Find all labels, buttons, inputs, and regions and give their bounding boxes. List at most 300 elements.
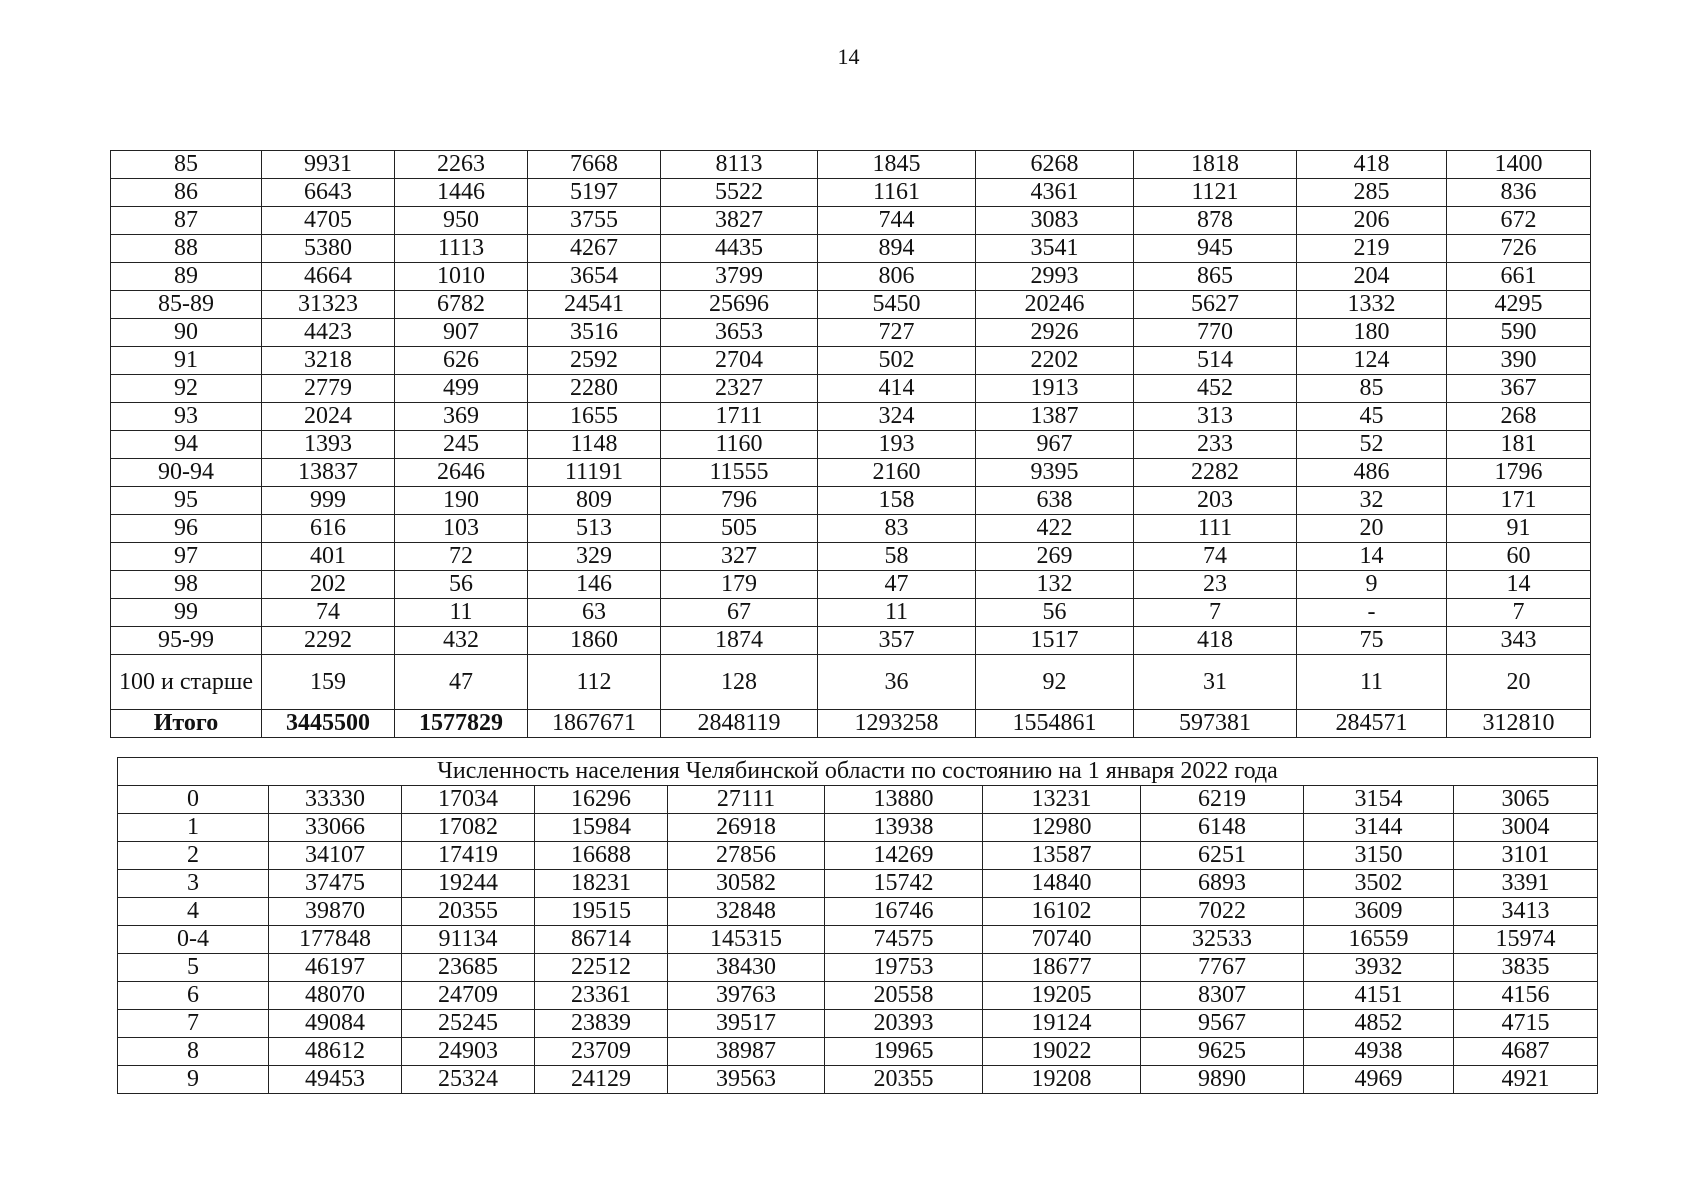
value-cell: 285	[1297, 179, 1447, 207]
value-cell: 39870	[269, 898, 402, 926]
value-cell: 1867671	[528, 710, 661, 738]
value-cell: 92	[976, 655, 1134, 710]
value-cell: 4705	[262, 207, 395, 235]
value-cell: 9395	[976, 459, 1134, 487]
value-cell: 1554861	[976, 710, 1134, 738]
value-cell: 16296	[535, 786, 668, 814]
value-cell: 2848119	[661, 710, 818, 738]
value-cell: 452	[1134, 375, 1297, 403]
value-cell: 112	[528, 655, 661, 710]
value-cell: 9890	[1141, 1066, 1304, 1094]
value-cell: 907	[395, 319, 528, 347]
value-cell: 367	[1447, 375, 1591, 403]
value-cell: 245	[395, 431, 528, 459]
value-cell: 52	[1297, 431, 1447, 459]
value-cell: 20558	[825, 982, 983, 1010]
value-cell: 67	[661, 599, 818, 627]
value-cell: 14	[1447, 571, 1591, 599]
value-cell: 20393	[825, 1010, 983, 1038]
value-cell: 770	[1134, 319, 1297, 347]
value-cell: 3654	[528, 263, 661, 291]
population-table-continued	[110, 150, 1591, 738]
value-cell: 179	[661, 571, 818, 599]
value-cell: 268	[1447, 403, 1591, 431]
value-cell: 39763	[668, 982, 825, 1010]
value-cell: 1845	[818, 151, 976, 179]
value-cell: 590	[1447, 319, 1591, 347]
value-cell: 47	[395, 655, 528, 710]
value-cell: 945	[1134, 235, 1297, 263]
value-cell: 1517	[976, 627, 1134, 655]
value-cell: 233	[1134, 431, 1297, 459]
value-cell: 4687	[1454, 1038, 1598, 1066]
value-cell: 4921	[1454, 1066, 1598, 1094]
age-cell: 99	[111, 599, 262, 627]
value-cell: 4664	[262, 263, 395, 291]
value-cell: 3144	[1304, 814, 1454, 842]
table-row	[118, 1010, 1598, 1038]
value-cell: 14269	[825, 842, 983, 870]
value-cell: 11555	[661, 459, 818, 487]
value-cell: 219	[1297, 235, 1447, 263]
value-cell: 23	[1134, 571, 1297, 599]
value-cell: 27111	[668, 786, 825, 814]
value-cell: 4156	[1454, 982, 1598, 1010]
value-cell: 3541	[976, 235, 1134, 263]
value-cell: 390	[1447, 347, 1591, 375]
value-cell: 36	[818, 655, 976, 710]
value-cell: 1874	[661, 627, 818, 655]
value-cell: 3835	[1454, 954, 1598, 982]
value-cell: 324	[818, 403, 976, 431]
value-cell: 38987	[668, 1038, 825, 1066]
value-cell: 3004	[1454, 814, 1598, 842]
value-cell: 2926	[976, 319, 1134, 347]
table-row	[111, 515, 1591, 543]
value-cell: 70740	[983, 926, 1141, 954]
value-cell: 1860	[528, 627, 661, 655]
value-cell: 13587	[983, 842, 1141, 870]
value-cell: 313	[1134, 403, 1297, 431]
value-cell: 181	[1447, 431, 1591, 459]
value-cell: 128	[661, 655, 818, 710]
value-cell: 809	[528, 487, 661, 515]
value-cell: 48612	[269, 1038, 402, 1066]
value-cell: 11191	[528, 459, 661, 487]
value-cell: 505	[661, 515, 818, 543]
table-row	[118, 814, 1598, 842]
value-cell: 33066	[269, 814, 402, 842]
table-row	[111, 487, 1591, 515]
value-cell: 2592	[528, 347, 661, 375]
value-cell: 2779	[262, 375, 395, 403]
value-cell: 13938	[825, 814, 983, 842]
age-cell: 85-89	[111, 291, 262, 319]
value-cell: 616	[262, 515, 395, 543]
value-cell: 3755	[528, 207, 661, 235]
value-cell: 401	[262, 543, 395, 571]
value-cell: 1293258	[818, 710, 976, 738]
age-cell: 0-4	[118, 926, 269, 954]
value-cell: 3932	[1304, 954, 1454, 982]
value-cell: 74575	[825, 926, 983, 954]
value-cell: 5197	[528, 179, 661, 207]
value-cell: 1577829	[395, 710, 528, 738]
table-row	[111, 207, 1591, 235]
value-cell: 25696	[661, 291, 818, 319]
value-cell: 2704	[661, 347, 818, 375]
age-cell: 96	[111, 515, 262, 543]
value-cell: 20246	[976, 291, 1134, 319]
table-row	[111, 403, 1591, 431]
value-cell: 2292	[262, 627, 395, 655]
value-cell: 37475	[269, 870, 402, 898]
value-cell: 3391	[1454, 870, 1598, 898]
value-cell: 4423	[262, 319, 395, 347]
value-cell: -	[1297, 599, 1447, 627]
value-cell: 8113	[661, 151, 818, 179]
value-cell: 894	[818, 235, 976, 263]
value-cell: 357	[818, 627, 976, 655]
value-cell: 422	[976, 515, 1134, 543]
value-cell: 58	[818, 543, 976, 571]
section-title: Численность населения Челябинской области по состоянию на 1 января 2022 года	[118, 758, 1598, 786]
value-cell: 159	[262, 655, 395, 710]
value-cell: 146	[528, 571, 661, 599]
value-cell: 1121	[1134, 179, 1297, 207]
value-cell: 806	[818, 263, 976, 291]
value-cell: 4435	[661, 235, 818, 263]
age-cell: 7	[118, 1010, 269, 1038]
value-cell: 23685	[402, 954, 535, 982]
value-cell: 7668	[528, 151, 661, 179]
value-cell: 24903	[402, 1038, 535, 1066]
value-cell: 25324	[402, 1066, 535, 1094]
age-cell: 85	[111, 151, 262, 179]
value-cell: 7022	[1141, 898, 1304, 926]
value-cell: 2280	[528, 375, 661, 403]
value-cell: 72	[395, 543, 528, 571]
value-cell: 6148	[1141, 814, 1304, 842]
age-cell: 87	[111, 207, 262, 235]
age-cell: 94	[111, 431, 262, 459]
value-cell: 638	[976, 487, 1134, 515]
value-cell: 1400	[1447, 151, 1591, 179]
value-cell: 48070	[269, 982, 402, 1010]
value-cell: 49453	[269, 1066, 402, 1094]
value-cell: 56	[976, 599, 1134, 627]
value-cell: 14840	[983, 870, 1141, 898]
value-cell: 2263	[395, 151, 528, 179]
table-row	[111, 151, 1591, 179]
value-cell: 284571	[1297, 710, 1447, 738]
value-cell: 38430	[668, 954, 825, 982]
value-cell: 878	[1134, 207, 1297, 235]
value-cell: 1113	[395, 235, 528, 263]
value-cell: 2646	[395, 459, 528, 487]
value-cell: 1796	[1447, 459, 1591, 487]
section-header-row	[118, 758, 1598, 786]
table-row	[111, 459, 1591, 487]
value-cell: 13837	[262, 459, 395, 487]
value-cell: 4267	[528, 235, 661, 263]
value-cell: 63	[528, 599, 661, 627]
value-cell: 672	[1447, 207, 1591, 235]
value-cell: 3827	[661, 207, 818, 235]
value-cell: 2282	[1134, 459, 1297, 487]
value-cell: 18677	[983, 954, 1141, 982]
value-cell: 5380	[262, 235, 395, 263]
page-number: 14	[837, 44, 860, 69]
value-cell: 24709	[402, 982, 535, 1010]
value-cell: 24541	[528, 291, 661, 319]
value-cell: 502	[818, 347, 976, 375]
value-cell: 312810	[1447, 710, 1591, 738]
table-row	[118, 842, 1598, 870]
value-cell: 19022	[983, 1038, 1141, 1066]
value-cell: 190	[395, 487, 528, 515]
value-cell: 17034	[402, 786, 535, 814]
value-cell: 1655	[528, 403, 661, 431]
table-row	[111, 291, 1591, 319]
value-cell: 486	[1297, 459, 1447, 487]
value-cell: 9	[1297, 571, 1447, 599]
value-cell: 2024	[262, 403, 395, 431]
age-cell: Итого	[111, 710, 262, 738]
age-cell: 4	[118, 898, 269, 926]
value-cell: 32	[1297, 487, 1447, 515]
value-cell: 14	[1297, 543, 1447, 571]
value-cell: 6219	[1141, 786, 1304, 814]
table-row	[111, 235, 1591, 263]
value-cell: 11	[1297, 655, 1447, 710]
value-cell: 39517	[668, 1010, 825, 1038]
value-cell: 836	[1447, 179, 1591, 207]
value-cell: 16559	[1304, 926, 1454, 954]
value-cell: 726	[1447, 235, 1591, 263]
value-cell: 46197	[269, 954, 402, 982]
value-cell: 865	[1134, 263, 1297, 291]
value-cell: 206	[1297, 207, 1447, 235]
value-cell: 91134	[402, 926, 535, 954]
value-cell: 2202	[976, 347, 1134, 375]
value-cell: 414	[818, 375, 976, 403]
age-cell: 92	[111, 375, 262, 403]
value-cell: 1161	[818, 179, 976, 207]
value-cell: 626	[395, 347, 528, 375]
value-cell: 203	[1134, 487, 1297, 515]
table-row	[111, 571, 1591, 599]
value-cell: 950	[395, 207, 528, 235]
value-cell: 6643	[262, 179, 395, 207]
value-cell: 19208	[983, 1066, 1141, 1094]
value-cell: 19515	[535, 898, 668, 926]
value-cell: 3101	[1454, 842, 1598, 870]
age-cell: 89	[111, 263, 262, 291]
value-cell: 4969	[1304, 1066, 1454, 1094]
table-row	[118, 1066, 1598, 1094]
value-cell: 18231	[535, 870, 668, 898]
value-cell: 4715	[1454, 1010, 1598, 1038]
value-cell: 17082	[402, 814, 535, 842]
value-cell: 33330	[269, 786, 402, 814]
age-cell: 100 и старше	[111, 655, 262, 710]
value-cell: 6268	[976, 151, 1134, 179]
value-cell: 74	[1134, 543, 1297, 571]
value-cell: 3083	[976, 207, 1134, 235]
value-cell: 999	[262, 487, 395, 515]
age-cell: 9	[118, 1066, 269, 1094]
value-cell: 11	[395, 599, 528, 627]
value-cell: 16746	[825, 898, 983, 926]
value-cell: 30582	[668, 870, 825, 898]
value-cell: 6893	[1141, 870, 1304, 898]
value-cell: 124	[1297, 347, 1447, 375]
table-row	[118, 982, 1598, 1010]
value-cell: 171	[1447, 487, 1591, 515]
table-row	[111, 627, 1591, 655]
value-cell: 34107	[269, 842, 402, 870]
value-cell: 19205	[983, 982, 1141, 1010]
value-cell: 19124	[983, 1010, 1141, 1038]
value-cell: 16102	[983, 898, 1141, 926]
table-row	[111, 375, 1591, 403]
value-cell: 45	[1297, 403, 1447, 431]
value-cell: 1393	[262, 431, 395, 459]
table-row	[118, 870, 1598, 898]
value-cell: 15974	[1454, 926, 1598, 954]
value-cell: 269	[976, 543, 1134, 571]
value-cell: 26918	[668, 814, 825, 842]
value-cell: 432	[395, 627, 528, 655]
value-cell: 23839	[535, 1010, 668, 1038]
value-cell: 9567	[1141, 1010, 1304, 1038]
value-cell: 3609	[1304, 898, 1454, 926]
age-cell: 95-99	[111, 627, 262, 655]
value-cell: 343	[1447, 627, 1591, 655]
value-cell: 3218	[262, 347, 395, 375]
table-row	[111, 655, 1591, 710]
value-cell: 727	[818, 319, 976, 347]
value-cell: 4852	[1304, 1010, 1454, 1038]
value-cell: 103	[395, 515, 528, 543]
value-cell: 204	[1297, 263, 1447, 291]
value-cell: 16688	[535, 842, 668, 870]
value-cell: 1913	[976, 375, 1134, 403]
table-row	[111, 543, 1591, 571]
value-cell: 1711	[661, 403, 818, 431]
value-cell: 327	[661, 543, 818, 571]
value-cell: 75	[1297, 627, 1447, 655]
value-cell: 1160	[661, 431, 818, 459]
value-cell: 9625	[1141, 1038, 1304, 1066]
age-cell: 98	[111, 571, 262, 599]
age-cell: 0	[118, 786, 269, 814]
value-cell: 74	[262, 599, 395, 627]
value-cell: 180	[1297, 319, 1447, 347]
value-cell: 369	[395, 403, 528, 431]
value-cell: 3065	[1454, 786, 1598, 814]
value-cell: 2993	[976, 263, 1134, 291]
value-cell: 744	[818, 207, 976, 235]
value-cell: 1332	[1297, 291, 1447, 319]
value-cell: 158	[818, 487, 976, 515]
value-cell: 5627	[1134, 291, 1297, 319]
value-cell: 20355	[825, 1066, 983, 1094]
value-cell: 5450	[818, 291, 976, 319]
age-cell: 5	[118, 954, 269, 982]
value-cell: 4361	[976, 179, 1134, 207]
value-cell: 1010	[395, 263, 528, 291]
table-row	[118, 898, 1598, 926]
value-cell: 513	[528, 515, 661, 543]
table-row	[111, 431, 1591, 459]
value-cell: 8307	[1141, 982, 1304, 1010]
value-cell: 20	[1447, 655, 1591, 710]
value-cell: 31	[1134, 655, 1297, 710]
value-cell: 967	[976, 431, 1134, 459]
value-cell: 27856	[668, 842, 825, 870]
value-cell: 9931	[262, 151, 395, 179]
value-cell: 418	[1297, 151, 1447, 179]
age-cell: 90-94	[111, 459, 262, 487]
value-cell: 2327	[661, 375, 818, 403]
value-cell: 91	[1447, 515, 1591, 543]
value-cell: 1818	[1134, 151, 1297, 179]
table-row	[111, 347, 1591, 375]
age-cell: 1	[118, 814, 269, 842]
value-cell: 12980	[983, 814, 1141, 842]
age-cell: 90	[111, 319, 262, 347]
value-cell: 7767	[1141, 954, 1304, 982]
age-cell: 6	[118, 982, 269, 1010]
age-cell: 88	[111, 235, 262, 263]
value-cell: 15742	[825, 870, 983, 898]
value-cell: 3799	[661, 263, 818, 291]
value-cell: 19753	[825, 954, 983, 982]
value-cell: 83	[818, 515, 976, 543]
value-cell: 597381	[1134, 710, 1297, 738]
age-cell: 91	[111, 347, 262, 375]
value-cell: 111	[1134, 515, 1297, 543]
value-cell: 39563	[668, 1066, 825, 1094]
value-cell: 85	[1297, 375, 1447, 403]
value-cell: 796	[661, 487, 818, 515]
value-cell: 17419	[402, 842, 535, 870]
value-cell: 3502	[1304, 870, 1454, 898]
table-row	[111, 319, 1591, 347]
value-cell: 56	[395, 571, 528, 599]
value-cell: 5522	[661, 179, 818, 207]
age-cell: 95	[111, 487, 262, 515]
age-cell: 86	[111, 179, 262, 207]
age-cell: 93	[111, 403, 262, 431]
value-cell: 7	[1447, 599, 1591, 627]
table-row	[111, 599, 1591, 627]
value-cell: 3653	[661, 319, 818, 347]
value-cell: 2160	[818, 459, 976, 487]
table-row	[118, 786, 1598, 814]
value-cell: 15984	[535, 814, 668, 842]
value-cell: 6251	[1141, 842, 1304, 870]
value-cell: 661	[1447, 263, 1591, 291]
value-cell: 177848	[269, 926, 402, 954]
population-table-2022	[117, 757, 1598, 1094]
age-cell: 97	[111, 543, 262, 571]
value-cell: 202	[262, 571, 395, 599]
value-cell: 13231	[983, 786, 1141, 814]
value-cell: 6782	[395, 291, 528, 319]
